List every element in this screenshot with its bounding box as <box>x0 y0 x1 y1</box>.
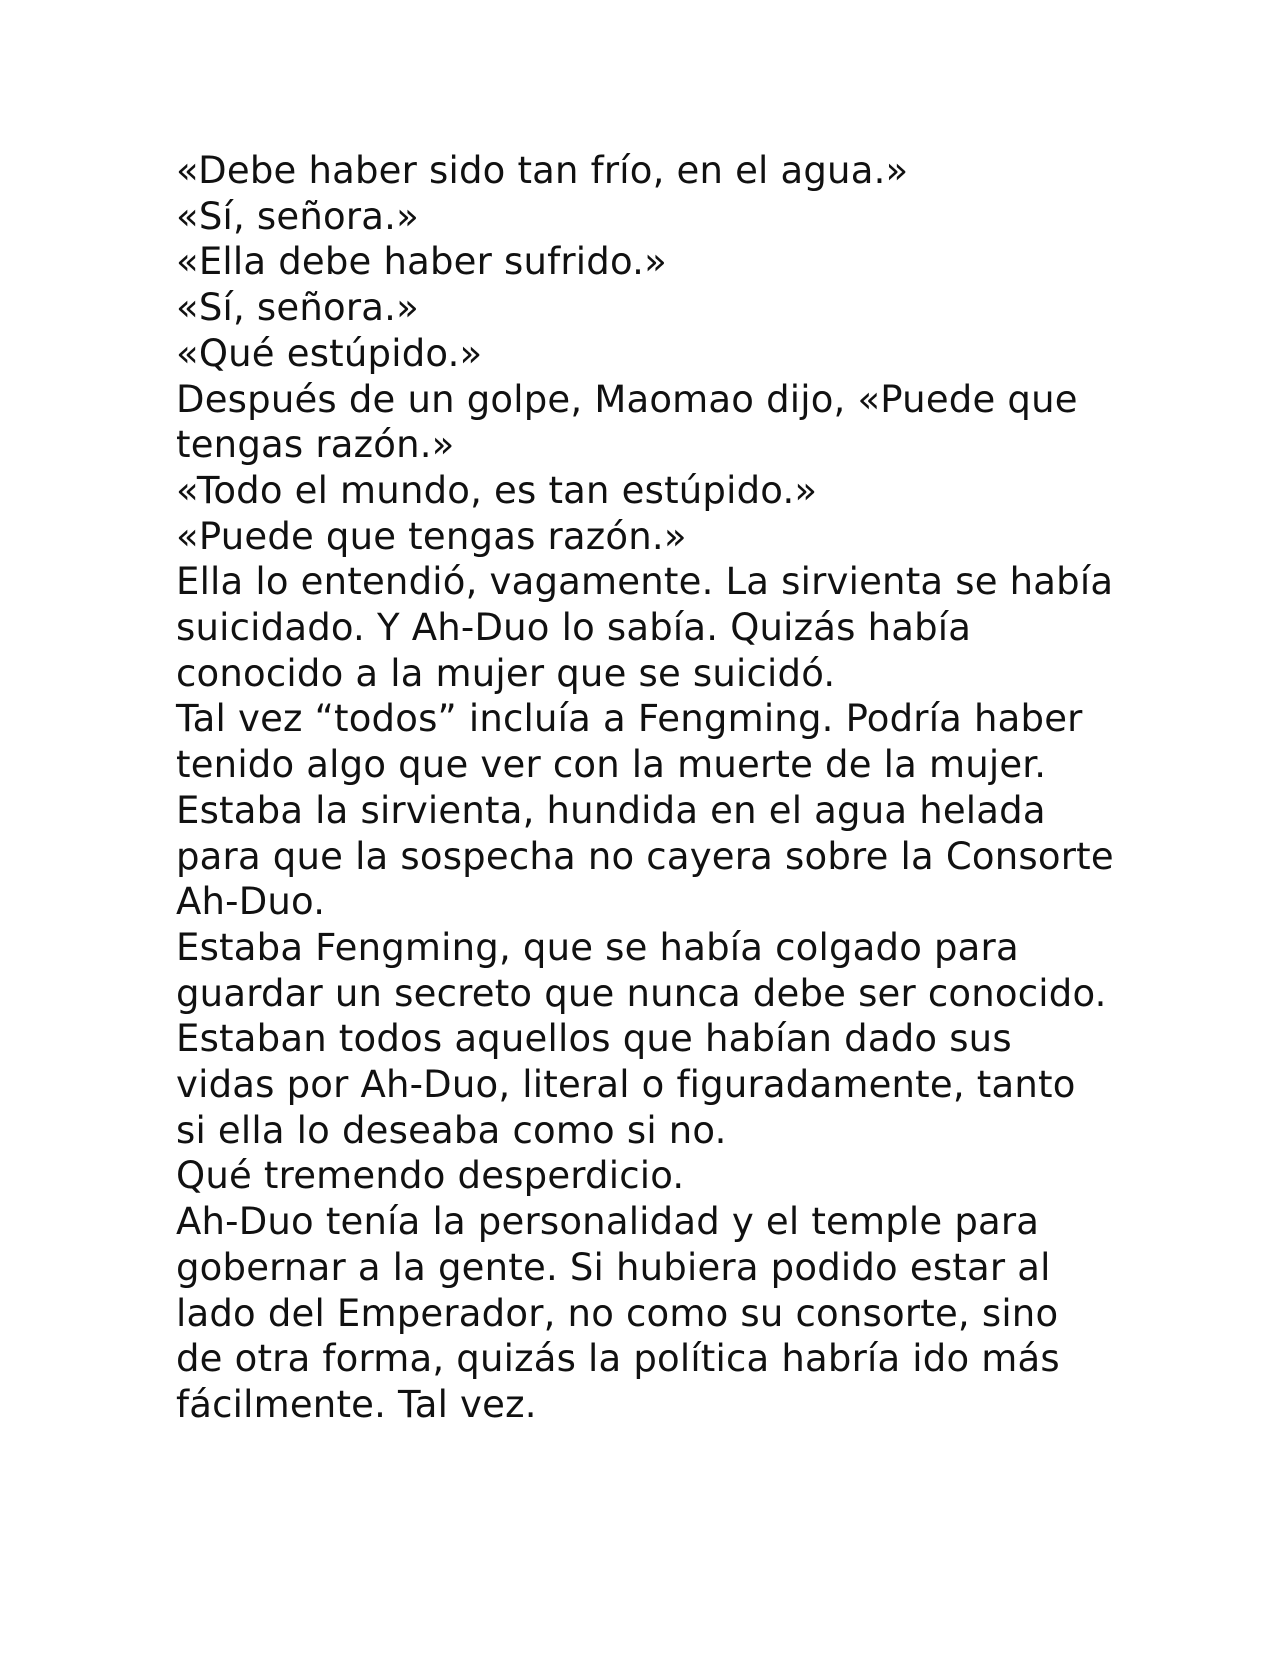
paragraph: «Ella debe haber sufrido.» <box>176 240 667 284</box>
paragraph: Tal vez “todos” incluía a Fengming. Podría haber tenido algo que ver con la muerte de la mujer. <box>176 697 1083 787</box>
paragraph: Qué tremendo desperdicio. <box>176 1154 685 1198</box>
paragraph: «Puede que tengas razón.» <box>176 514 687 558</box>
paragraph: Después de un golpe, Maomao dijo, «Puede que tengas razón.» <box>176 377 1078 467</box>
paragraph: «Debe haber sido tan frío, en el agua.» <box>176 149 909 192</box>
document-body <box>176 148 1116 1428</box>
paragraph: «Sí, señora.» <box>176 194 419 238</box>
paragraph: Estaba Fengming, que se había colgado para guardar un secreto que nunca debe ser conocido. <box>176 925 1107 1015</box>
paragraph: Ella lo entendió, vagamente. La sirvienta se había suicidado. Y Ah-Duo lo sabía. Quizás había conocido a la mujer que se suicidó. <box>176 560 1114 695</box>
paragraph: «Todo el mundo, es tan estúpido.» <box>176 468 818 512</box>
paragraph: Estaba la sirvienta, hundida en el agua helada para que la sospecha no cayera sobre la Consorte Ah-Duo. <box>176 788 1114 924</box>
paragraph: Estaban todos aquellos que habían dado sus vidas por Ah-Duo, literal o figuradamente, tanto si ella lo deseaba como si no. <box>176 1017 1076 1152</box>
paragraph: Ah-Duo tenía la personalidad y el temple para gobernar a la gente. Si hubiera podido estar al lado del Emperador, no como su consorte, sino de otra forma, quizás la política habría ido más fácilmente. Tal vez. <box>176 1200 1060 1426</box>
paragraph: «Qué estúpido.» <box>176 331 483 375</box>
paragraph: «Sí, señora.» <box>176 286 419 330</box>
